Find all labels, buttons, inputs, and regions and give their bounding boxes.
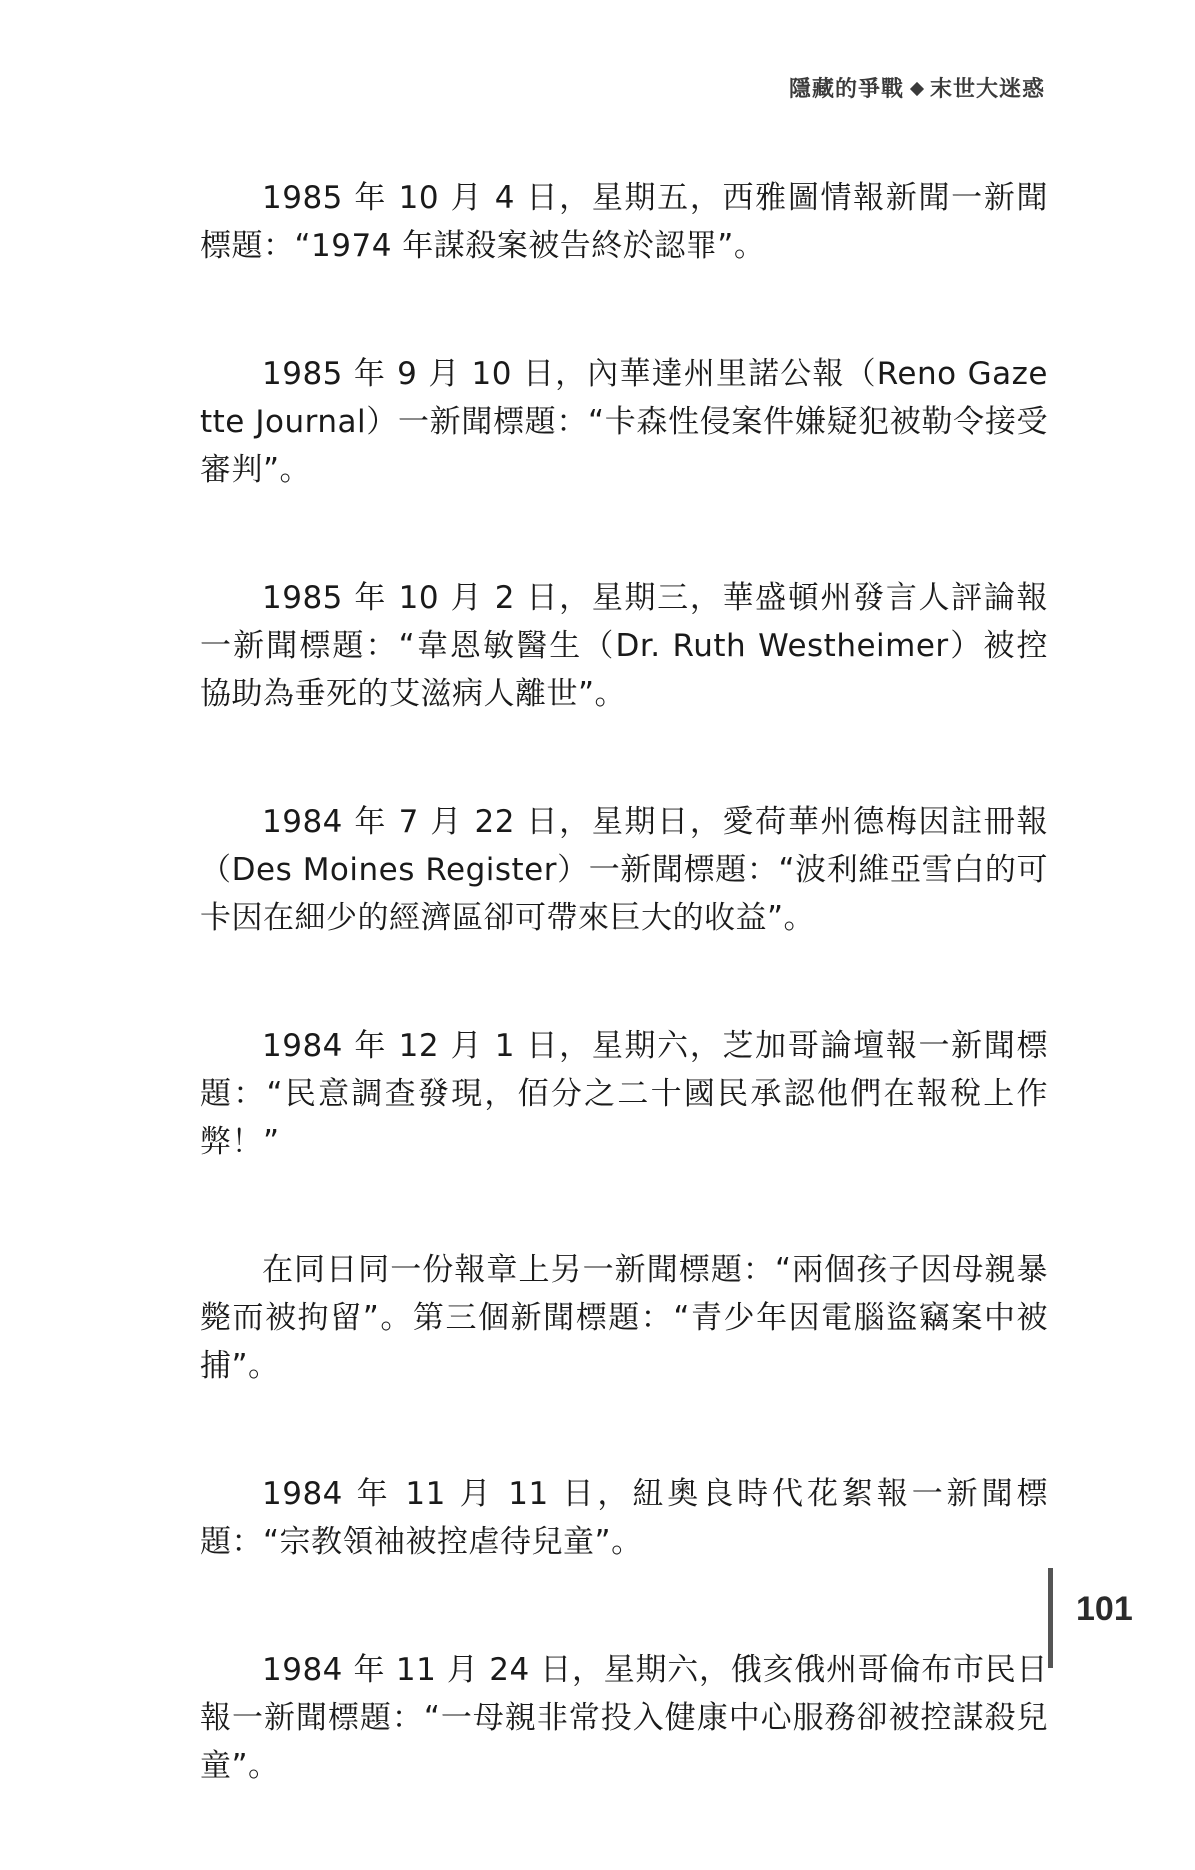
diamond-icon xyxy=(910,81,924,95)
paragraph: 1985 年 9 月 10 日，內華達州里諾公報（Reno Gazette Journal）一新聞標題：“卡森性侵案件嫌疑犯被勒令接受審判”。 xyxy=(200,356,1048,488)
paragraph: 1984 年 11 月 11 日，紐奧良時代花絮報一新聞標題：“宗教領袖被控虐待兒童”。 xyxy=(200,1476,1048,1560)
paragraph: 1985 年 10 月 4 日，星期五，西雅圖情報新聞一新聞標題：“1974 年謀殺案被告終於認罪”。 xyxy=(200,180,1048,264)
page-number-rule xyxy=(1048,1568,1053,1668)
paragraph: 1984 年 7 月 22 日，星期日，愛荷華州德梅因註冊報（Des Moines Register）一新聞標題：“波利維亞雪白的可卡因在細少的經濟區卻可帶來巨大的收益”。 xyxy=(200,804,1048,936)
paragraph: 1984 年 12 月 1 日，星期六，芝加哥論壇報一新聞標題：“民意調查發現，佰分之二十國民承認他們在報稅上作弊！” xyxy=(200,1028,1048,1160)
page-footer xyxy=(1048,1568,1168,1668)
paragraph: 1984 年 11 月 24 日，星期六，俄亥俄州哥倫布市民日報一新聞標題：“一母親非常投入健康中心服務卻被控謀殺兒童”。 xyxy=(200,1652,1048,1784)
paragraph: 1985 年 10 月 2 日，星期三，華盛頓州發言人評論報一新聞標題：“韋恩敏醫生（Dr. Ruth Westheimer）被控協助為垂死的艾滋病人離世”。 xyxy=(200,580,1048,712)
body-text xyxy=(200,174,1048,1870)
paragraph: 在同日同一份報章上另一新聞標題：“兩個孩子因母親暴斃而被拘留”。第三個新聞標題：“青少年因電腦盜竊案中被捕”。 xyxy=(200,1252,1048,1384)
page-number: 101 xyxy=(1076,1590,1133,1628)
running-head xyxy=(789,72,1045,103)
chapter-title: 末世大迷惑 xyxy=(929,77,1045,102)
book-title: 隱藏的爭戰 xyxy=(788,77,904,102)
